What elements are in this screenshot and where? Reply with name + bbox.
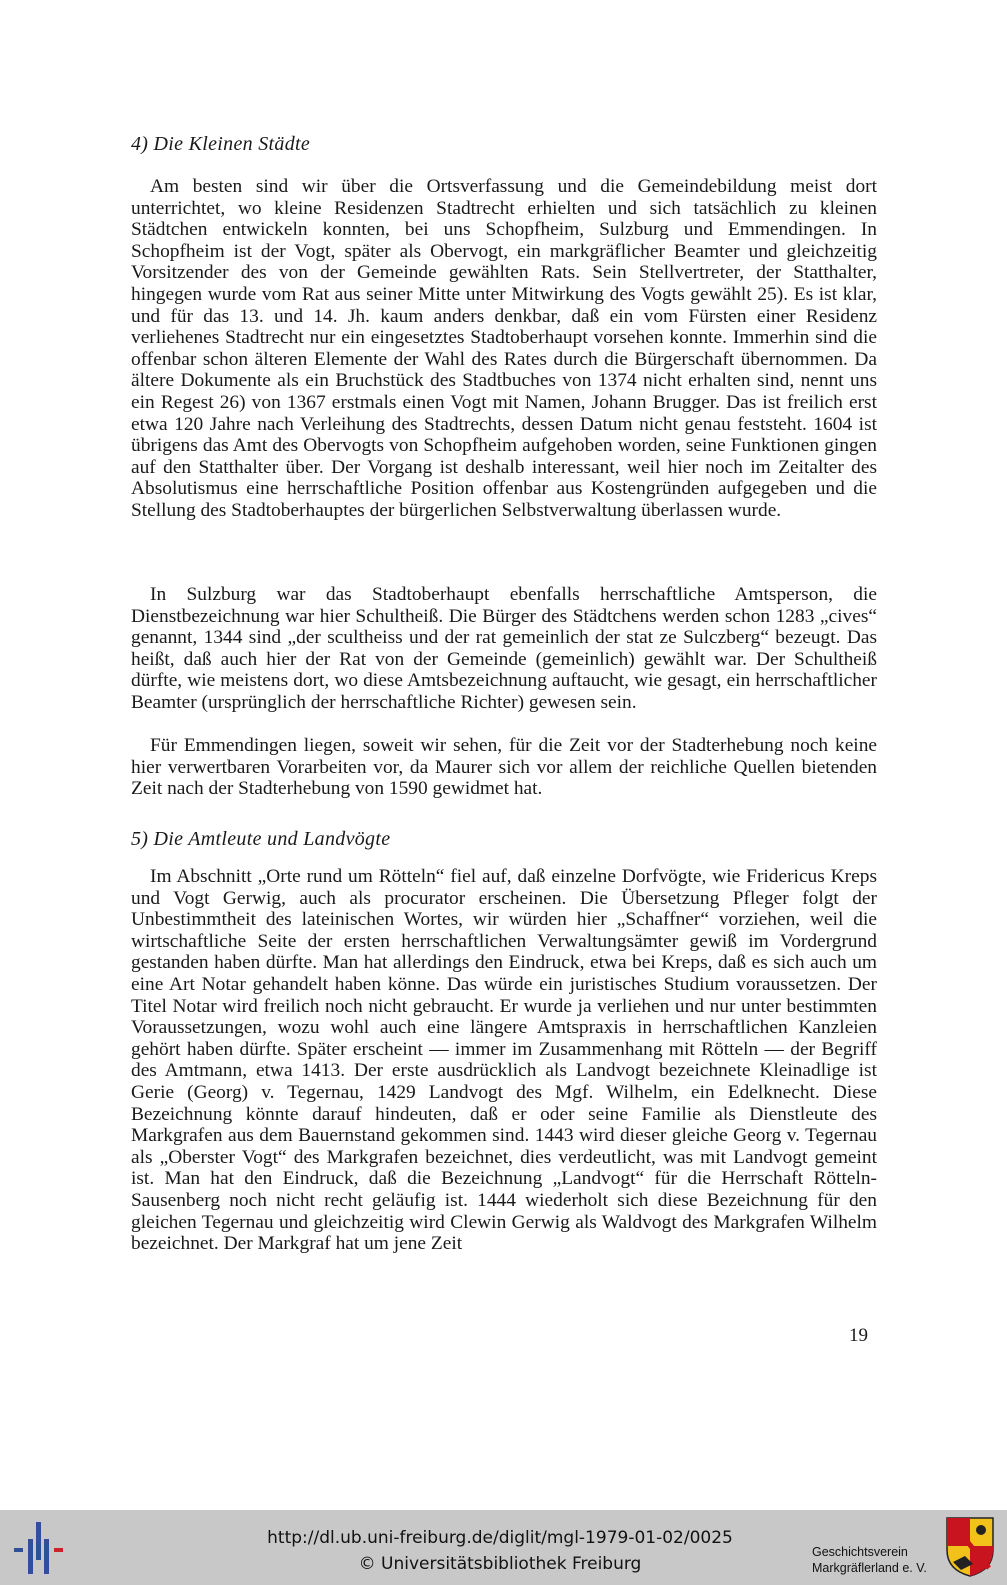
ub-freiburg-logo-icon xyxy=(14,1522,64,1574)
society-name xyxy=(812,1544,927,1576)
paragraph-amtleute: Im Abschnitt „Orte rund um Rötteln“ fiel auf, daß einzelne Dorfvögte, wie Fridericus Kreps und Vogt Gerwig, auch als procurator erscheinen. Die Übersetzung Pfleger folgt der Unbestimmtheit des lateinischen Wortes, wir würden hier „Schaffner“ vorziehen, weil die wirtschaftliche Seite der ersten herrschaftlichen Verwaltungsämter gewiß im Vordergrund gestanden haben dürfte. Man hat allerdings den Eindruck, etwa bei Kreps, daß es sich auch um eine Art Notar gehandelt haben könne. Das würde ein juristisches Studium voraussetzen. Der Titel Notar wird freilich noch nicht gebraucht. Er wurde ja verliehen und nur unter bestimmten Voraussetzungen, wozu wohl auch eine längere Amtspraxis in herrschaftlichen Kanzleien gehört haben dürfte. Später erscheint — immer im Zusammenhang mit Rötteln — der Begriff des Amtmann, etwa 1413. Der erste ausdrücklich als Landvogt bezeichnete Kleinadlige ist Gerie (Georg) v. Tegernau, 1429 Landvogt des Mgf. Wilhelm, ein Edelknecht. Diese Bezeichnung könnte darauf hindeuten, daß er oder seine Familie als Dienstleute des Markgrafen aus dem Bauernstand gekommen sind. 1443 wird dieser gleiche Georg v. Tegernau als „Oberster Vogt“ des Markgrafen bezeichnet, dies verdeutlicht, was mit Landvogt gemeint ist. Man hat den Eindruck, daß die Bezeichnung „Landvogt“ für die Herrschaft Rötteln-Sausenberg noch nicht recht geläufig ist. 1444 wiederholt sich diese Bezeichnung für den gleichen Tegernau und gleichzeitig wird Clewin Gerwig als Waldvogt des Markgrafen Wilhelm bezeichnet. Der Markgraf hat um jene Zeit xyxy=(131,866,877,1255)
society-name-line2: Markgräflerland e. V. xyxy=(812,1561,927,1575)
paragraph-emmendingen: Für Emmendingen liegen, soweit wir sehen, für die Zeit vor der Stadterhebung noch keine hier verwertbaren Vorarbeiten vor, da Maurer sich vor allem der reichliche Quellen bietenden Zeit nach der Stadterhebung von 1590 gewidmet hat. xyxy=(131,735,877,800)
footer-url-link[interactable]: http://dl.ub.uni-freiburg.de/diglit/mgl-1979-01-02/0025 xyxy=(267,1528,733,1548)
footer-copyright: © Universitätsbibliothek Freiburg xyxy=(358,1554,642,1574)
paragraph-sulzburg: In Sulzburg war das Stadtoberhaupt ebenfalls herrschaftliche Amtsperson, die Dienstbezeichnung war hier Schultheiß. Die Bürger des Städtchens werden schon 1283 „cives“ genannt, 1344 sind „der scultheiss und der rat gemeinlich der stat ze Sulczberg“ bezeugt. Das heißt, daß auch hier der Rat von der Gemeinde (gemeinlich) gewählt war. Der Schultheiß dürfte, wie meistens dort, wo diese Amtsbezeichnung auftaucht, wie gesagt, ein herrschaftlicher Beamter (ursprünglich der herrschaftliche Richter) gewesen sein. xyxy=(131,584,877,713)
page-number: 19 xyxy=(849,1325,868,1346)
footer-bar xyxy=(0,1510,1007,1585)
section-heading-4: 4) Die Kleinen Städte xyxy=(131,133,311,155)
section-heading-5: 5) Die Amtleute und Landvögte xyxy=(131,828,391,850)
paragraph-schopfheim: Am besten sind wir über die Ortsverfassung und die Gemeindebildung meist dort unterrichtet, wo kleine Residenzen Stadtrecht erhielten und sich tatsächlich zu kleinen Städtchen entwickeln konnten, bei uns Schopfheim, Sulzburg und Emmendingen. In Schopfheim ist der Vogt, später als Obervogt, ein markgräflicher Beamter und gleichzeitig Vorsitzender des von der Gemeinde gewählten Rats. Sein Stellvertreter, der Statthalter, hingegen wurde vom Rat aus seiner Mitte unter Mitwirkung des Vogts gewählt 25). Es ist klar, und für das 13. und 14. Jh. kaum anders denkbar, daß ein vom Fürsten einer Residenz verliehenes Stadtrecht nur ein eingesetztes Stadtoberhaupt vorsehen konnte. Immerhin sind die offenbar schon älteren Elemente der Wahl des Rates durch die Bürgerschaft übernommen. Da ältere Dokumente als ein Bruchstück des Stadtbuches von 1374 nicht erhalten sind, nennt uns ein Regest 26) von 1367 erstmals einen Vogt mit Namen, Johann Brugger. Das ist freilich erst etwa 120 Jahre nach Verleihung des Stadtrechts, dessen Datum nicht genau feststeht. 1604 ist übrigens das Amt des Obervogts von Schopfheim aufgehoben worden, seine Funktionen gingen auf den Statthalter über. Der Vorgang ist deshalb interessant, weil hier noch im Zeitalter des Absolutismus eine herrschaftliche Position offenbar aus Kostengründen aufgegeben und die Stellung des Stadtoberhauptes der bürgerlichen Selbstverwaltung überlassen wurde. xyxy=(131,176,877,521)
crest-icon xyxy=(945,1516,995,1578)
society-name-line1: Geschichtsverein xyxy=(812,1545,908,1559)
